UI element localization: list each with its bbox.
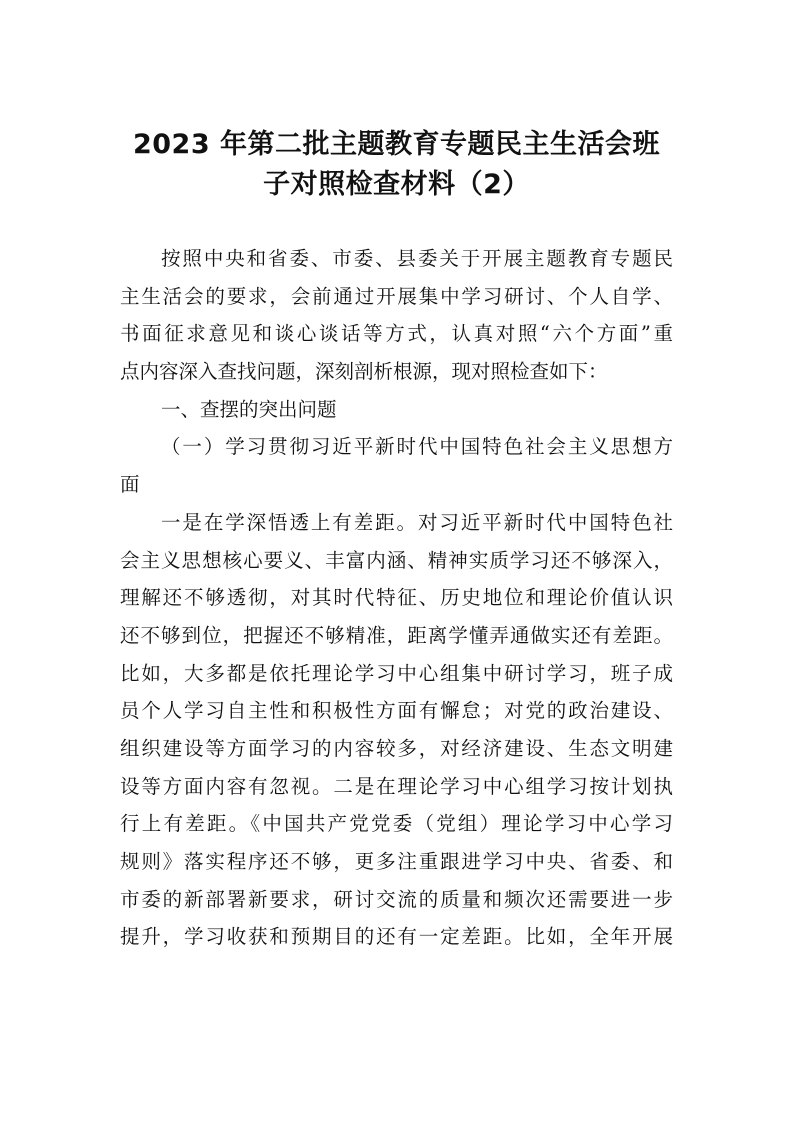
- body-text-line: 按照中央和省委、市委、县委关于开展主题教育专题民: [161, 247, 673, 270]
- body-text-line: 比如，大多都是依托理论学习中心组集中研讨学习，班子成: [120, 661, 673, 685]
- body-text-line: 组织建设等方面学习的内容较多，对经济建设、生态文明建: [120, 736, 673, 760]
- body-text-line: 规则》落实程序还不够，更多注重跟进学习中央、省委、和: [120, 850, 673, 873]
- document-title-line-2: 子对照检查材料（2）: [263, 169, 530, 200]
- body-text-line: 面: [120, 473, 140, 497]
- body-text-line: 点内容深入查找问题，深刻剖析根源，现对照检查如下：: [120, 360, 608, 384]
- body-text-line: 主生活会的要求，会前通过开展集中学习研讨、个人自学、: [120, 284, 673, 308]
- body-text-line: 理解还不够透彻，对其时代特征、历史地位和理论价值认识: [120, 586, 673, 610]
- body-text-line: 一、查摆的突出问题: [161, 397, 337, 421]
- document-body: [120, 240, 673, 956]
- body-text-line: 设等方面内容有忽视。二是在理论学习中心组学习按计划执: [120, 774, 673, 798]
- body-text-line: 提升，学习收获和预期目的还有一定差距。比如，全年开展: [120, 925, 673, 949]
- body-text-line: 还不够到位，把握还不够精准，距离学懂弄通做实还有差距。: [120, 623, 673, 647]
- body-text-line: 员个人学习自主性和积极性方面有懈怠；对党的政治建设、: [120, 699, 673, 723]
- document-title-line-1: 2023 年第二批主题教育专题民主生活会班: [132, 129, 661, 160]
- body-text-line: （一）学习贯彻习近平新时代中国特色社会主义思想方: [161, 435, 673, 459]
- body-text-line: 行上有差距。《中国共产党党委（党组）理论学习中心学习: [120, 812, 673, 836]
- body-text-line: 书面征求意见和谈心谈话等方式，认真对照“六个方面”重: [120, 322, 673, 346]
- body-text-line: 会主义思想核心要义、丰富内涵、精神实质学习还不够深入，: [120, 548, 673, 572]
- body-text-line: 一是在学深悟透上有差距。对习近平新时代中国特色社: [161, 510, 673, 534]
- body-text-line: 市委的新部署新要求，研讨交流的质量和频次还需要进一步: [120, 887, 673, 911]
